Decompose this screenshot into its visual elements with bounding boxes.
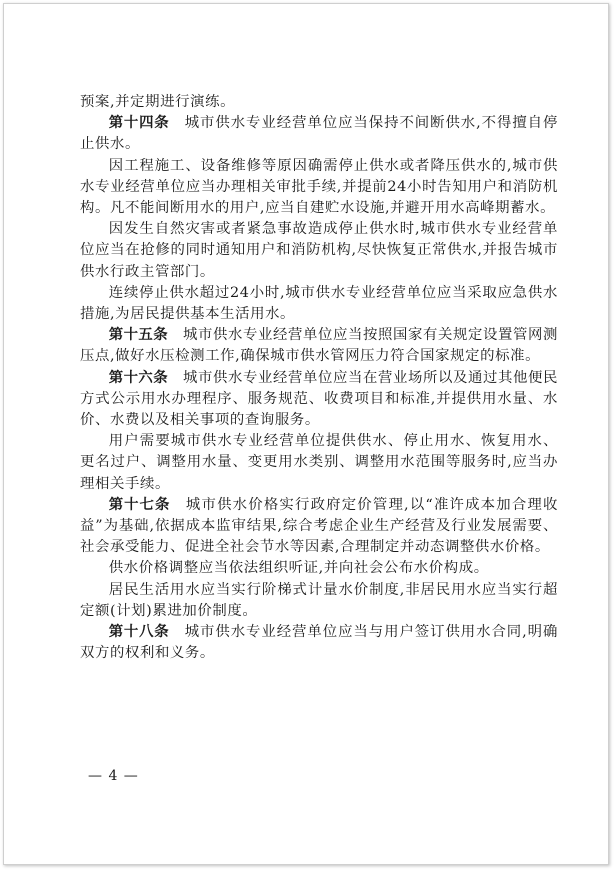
article-heading-18: 第十八条: [108, 624, 170, 641]
paragraph-text: 连续停止供水超过24小时,城市供水专业经营单位应当采取应急供水措施,为居民提供基本生活用水。: [80, 284, 558, 323]
paragraph-article-16: [80, 368, 558, 432]
paragraph-article-14: [80, 113, 558, 155]
paragraph-text: 城市供水专业经营单位应当保持不间断供水,不得擅自停止供水。: [80, 115, 558, 153]
paragraph-article-15: [80, 325, 558, 367]
paragraph-text: 城市供水专业经营单位应当按照国家有关规定设置管网测压点,做好水压检测工作,确保城市供水管网压力符合国家规定的标准。: [80, 327, 558, 365]
paragraph-text: 用户需要城市供水专业经营单位提供供水、停止用水、恢复用水、更名过户、调整用水量、变更用水类别、调整用水范围等服务时,应当办理相关手续。: [80, 433, 558, 492]
paragraph-article-17: [80, 495, 558, 559]
article-heading-14: 第十四条: [108, 115, 170, 132]
paragraph-4: [80, 219, 558, 283]
paragraph-11: [80, 580, 558, 622]
document-body: [80, 92, 558, 664]
paragraph-text: 预案,并定期进行演练。: [80, 94, 236, 110]
paragraph-text: 供水价格调整应当依法组织听证,并向社会公布水价构成。: [108, 560, 489, 577]
paragraph-text: 因工程施工、设备维修等原因确需停止供水或者降压供水的,城市供水专业经营单位应当办理相关审批手续,并提前24小时告知用户和消防机构。凡不能间断用水的用户,应当自建贮水设施,并避开用水高峰期蓄水。: [80, 157, 558, 217]
paragraph-1: [80, 92, 558, 113]
paragraph-5: [80, 283, 558, 325]
article-heading-15: 第十五条: [108, 327, 168, 344]
article-heading-16: 第十六条: [108, 369, 168, 386]
paragraph-article-18: [80, 622, 558, 664]
paragraph-text: 城市供水专业经营单位应当在营业场所以及通过其他便民方式公示用水办理程序、服务规范、收费项目和标准,并提供用水量、水价、水费以及相关事项的查询服务。: [80, 369, 558, 429]
page-number: — 4 —: [88, 768, 139, 784]
paragraph-10: [80, 558, 558, 579]
paragraph-text: 居民生活用水应当实行阶梯式计量水价制度,非居民用水应当实行超定额(计划)累进加价制度。: [80, 581, 558, 619]
paragraph-text: 城市供水价格实行政府定价管理,以“准许成本加合理收益”为基础,依据成本监审结果,综合考虑企业生产经营及行业发展需要、社会承受能力、促进全社会节水等因素,合理制定并动态调整供水价格。: [80, 496, 558, 556]
article-heading-17: 第十七条: [108, 496, 171, 513]
paragraph-3: [80, 156, 558, 220]
paragraph-8: [80, 431, 558, 495]
paragraph-text: 因发生自然灾害或者紧急事故造成停止供水时,城市供水专业经营单位应当在抢修的同时通知用户和消防机构,尽快恢复正常供水,并报告城市供水行政主管部门。: [80, 221, 558, 280]
paragraph-text: 城市供水专业经营单位应当与用户签订供用水合同,明确双方的权利和义务。: [80, 624, 558, 662]
